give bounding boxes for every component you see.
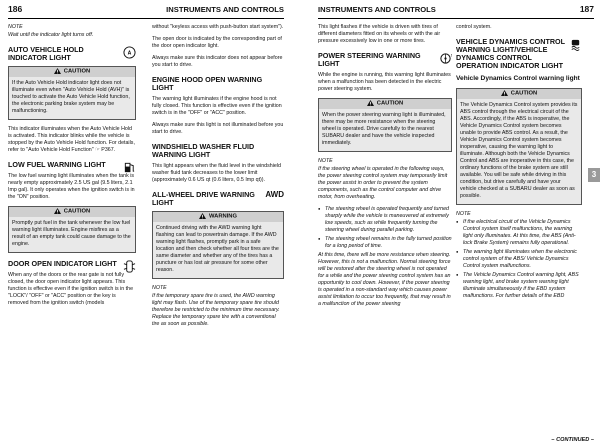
- note-text: Wait until the indicator light turns off.: [8, 31, 94, 38]
- caution-label: CAUTION: [510, 90, 538, 97]
- column-1: [8, 24, 136, 312]
- right-page-number: 187: [579, 4, 594, 14]
- vdc-caution-text: The Vehicle Dynamics Control system provides its ABS control through the electrical circuit of the ABS. Accordingly, if the ABS is inoperative, the Vehicle Dynamics Control system becomes unable to provide ABS control. As a result, the Vehicle Dynamics Control system becomes inoperative, causing the warning light to illuminate. Although both the Vehicle Dynamics Control and ABS are inoperative in this case, the ordinary functions of the brake system are still available. You will be safe while driving in this condition, but drive carefully and have your vehicle checked at a SUBARU dealer as soon as possible.: [457, 99, 581, 204]
- low-fuel-heading: [8, 161, 136, 169]
- caution-label: CAUTION: [376, 100, 404, 107]
- awd-icon: AWD: [265, 190, 284, 200]
- power-steering-heading: [318, 52, 452, 68]
- fuel-pump-icon: [123, 161, 136, 174]
- low-fuel-heading-text: LOW FUEL WARNING LIGHT: [8, 160, 106, 170]
- caution-header: [9, 207, 135, 217]
- engine-hood-text: The warning light illuminates if the engine hood is not fully closed. This function is effective even if the ignition switch is in the "OFF" or "ACC" position.: [152, 96, 282, 117]
- continued-footer: – CONTINUED –: [551, 437, 594, 443]
- awd-note-text: If the temporary spare tire is used, the AWD warning light may flash. Use of the temporary spare tire should therefore be restricted to the minimum time necessary. Replace the temporary spare tire with a conventional tire as soon as possible.: [152, 293, 280, 328]
- awd-warning-text: Continued driving with the AWD warning light flashing can lead to powertrain damage. If the AWD warning light flashes, promptly park in a safe location and then check whether all four tires are the same diameter and whether any of the tires has a puncture or has lost air pressure for some other reason.: [153, 222, 283, 278]
- auto-hold-heading: [8, 46, 136, 62]
- door-open-text-3: Always make sure this indicator does not appear before you start to drive.: [152, 54, 283, 68]
- door-open-text-cont: without "keyless access with push-button start system").: [152, 24, 284, 30]
- warning-triangle-icon: [199, 213, 206, 219]
- vdc-caution-box: [456, 88, 582, 205]
- low-fuel-text: The low fuel warning light illuminates when the tank is nearly empty approximately 2.5 US gal (9.5 liters, 2.1 Imp gal). It only operates when the ignition switch is in the "ON" position.: [8, 173, 135, 201]
- door-open-text-2: The open door is indicated by the corresponding part of the door open indicator light.: [152, 35, 282, 49]
- awd-warning-box: [152, 211, 284, 279]
- vdc-subheading: Vehicle Dynamics Control warning light: [456, 75, 580, 83]
- auto-hold-caution-text: If the Auto Vehicle Hold indicator light does not illuminate even when "Auto Vehicle Hold (AVH)" is touched to activate the Auto Vehicle Hold function, the electronic parking brake system may be malfunctioning.: [9, 77, 135, 119]
- caution-triangle-icon: [54, 68, 61, 74]
- list-item: ● The warning light illuminates when the electronic control system of the ABS/ Vehicle Dynamics Control system malfunctions.: [456, 249, 582, 270]
- door-open-heading-text: DOOR OPEN INDICATOR LIGHT: [8, 259, 117, 269]
- svg-text:!: !: [450, 53, 452, 58]
- low-fuel-caution-box: [8, 206, 136, 253]
- washer-fluid-heading: [152, 143, 284, 159]
- caution-header: [319, 99, 451, 109]
- awd-heading: [152, 191, 284, 207]
- door-open-icon: [123, 260, 136, 273]
- column-4: [456, 24, 582, 302]
- warning-header: [153, 212, 283, 222]
- engine-hood-heading-text: ENGINE HOOD OPEN WARNING LIGHT: [152, 74, 263, 92]
- right-header-title: INSTRUMENTS AND CONTROLS: [318, 4, 436, 14]
- auto-hold-caution-box: [8, 66, 136, 120]
- vdc-heading-text: VEHICLE DYNAMICS CONTROL WARNING LIGHT/VEHICLE DYNAMICS CONTROL OPERATION INDICATOR LIGHT: [456, 36, 565, 71]
- door-open-text: When any of the doors or the rear gate is not fully closed, the door open indicator light appears. This function is effective even if the ignition switch is in the "LOCK"/ "OFF" or "ACC" position or the key is removed from the ignition switch (models: [8, 272, 134, 307]
- chapter-tab: 3: [588, 168, 600, 182]
- door-open-heading: [8, 260, 136, 268]
- right-page-header: [318, 0, 594, 19]
- auto-hold-text: This indicator illuminates when the Auto Vehicle Hold is activated. This indicator blinks while the vehicle is stopped by the Auto Vehicle Hold function. For details, refer to "Auto Vehicle Hold Function" ☞ P367.: [8, 126, 135, 154]
- skidding-car-icon: [569, 38, 582, 51]
- list-item: ● The steering wheel remains in the fully turned position for a long period of time.: [318, 236, 452, 250]
- power-steering-note-2: At this time, there will be more resistance when steering. However, this is not a malfunction. Normal steering force will be restored after the steering wheel is not operated for a while and the power steering control system has an opportunity to cool down. However, if the power steering is operated in a non-standard way which causes power assist limitation to occur too frequently, that may result in a malfunction of the power steering: [318, 251, 451, 307]
- caution-label: CAUTION: [63, 68, 91, 75]
- list-item: ● The Vehicle Dynamics Control warning light, ABS warning light, and brake system warning light illuminate simultaneously if the EBD system malfunctions. For further details of the EBD: [456, 272, 582, 300]
- awd-cont-text: This light flashes if the vehicle is driven with tires of different diameters fitted on its wheels or with the air pressure excessively low in one or more tires.: [318, 24, 441, 44]
- note-title: NOTE: [456, 210, 471, 217]
- auto-hold-heading-text: AUTO VEHICLE HOLD INDICATOR LIGHT: [8, 44, 84, 63]
- caution-label: CAUTION: [63, 208, 91, 215]
- column-3: [318, 24, 452, 313]
- ps-cont-text: control system.: [456, 24, 492, 30]
- note-title: NOTE: [8, 24, 23, 30]
- left-page-header: [8, 0, 284, 19]
- caution-header: [457, 89, 581, 99]
- steering-wheel-icon: [439, 52, 452, 65]
- auto-hold-icon: [123, 46, 136, 59]
- svg-text:A: A: [127, 50, 132, 57]
- caution-triangle-icon: [367, 100, 374, 106]
- note-title: NOTE: [318, 158, 333, 165]
- caution-header: [9, 67, 135, 77]
- washer-fluid-text: This light appears when the fluid level in the windshield washer fluid tank decreases to the lower limit (approximately 0.6 US qt (0.6 liters, 0.5 Imp qt)).: [152, 163, 281, 184]
- left-page-number: 186: [8, 4, 23, 14]
- engine-hood-text-2: Always make sure this light is not illuminated before you start to drive.: [152, 122, 284, 135]
- vdc-heading: [456, 38, 582, 70]
- caution-triangle-icon: [501, 90, 508, 96]
- power-steering-text: While the engine is running, this warning light illuminates when a malfunction has been detected in the electric power steering system.: [318, 72, 451, 93]
- column-2: [152, 24, 284, 333]
- washer-fluid-heading-text: WINDSHIELD WASHER FLUID WARNING LIGHT: [152, 141, 255, 160]
- note-title: NOTE: [152, 285, 167, 292]
- low-fuel-caution-text: Promptly put fuel in the tank whenever the low fuel warning light illuminates. Engine misfires as a result of an empty tank could cause damage to the engine.: [9, 217, 135, 252]
- list-item: ● The steering wheel is operated frequently and turned sharply while the vehicle is maneuvered at extremely low speeds, such as while frequently turning the steering wheel during parallel parking.: [318, 206, 452, 234]
- caution-triangle-icon: [54, 208, 61, 214]
- power-steering-caution-text: When the power steering warning light is illuminated, there may be more resistance when the steering wheel is operated. Drive carefully to the nearest SUBARU dealer and have the vehicle inspected immediately.: [319, 109, 451, 151]
- list-item: ● If the electrical circuit of the Vehicle Dynamics Control system itself malfunctions, the warning light only illuminates. At this time, the ABS (Anti-lock Brake System) remains fully operational.: [456, 219, 582, 247]
- engine-hood-heading: [152, 76, 284, 92]
- power-steering-caution-box: [318, 98, 452, 152]
- warning-label: WARNING: [208, 213, 238, 220]
- awd-heading-text: ALL-WHEEL DRIVE WARNING LIGHT: [152, 190, 255, 208]
- left-header-title: INSTRUMENTS AND CONTROLS: [166, 4, 284, 14]
- power-steering-note: If the steering wheel is operated in the following ways, the power steering control system may temporarily limit the power assist in order to prevent the system components, such as the control computer and drive motor, from overheating.: [318, 166, 448, 201]
- power-steering-heading-text: POWER STEERING WARNING LIGHT: [318, 50, 421, 69]
